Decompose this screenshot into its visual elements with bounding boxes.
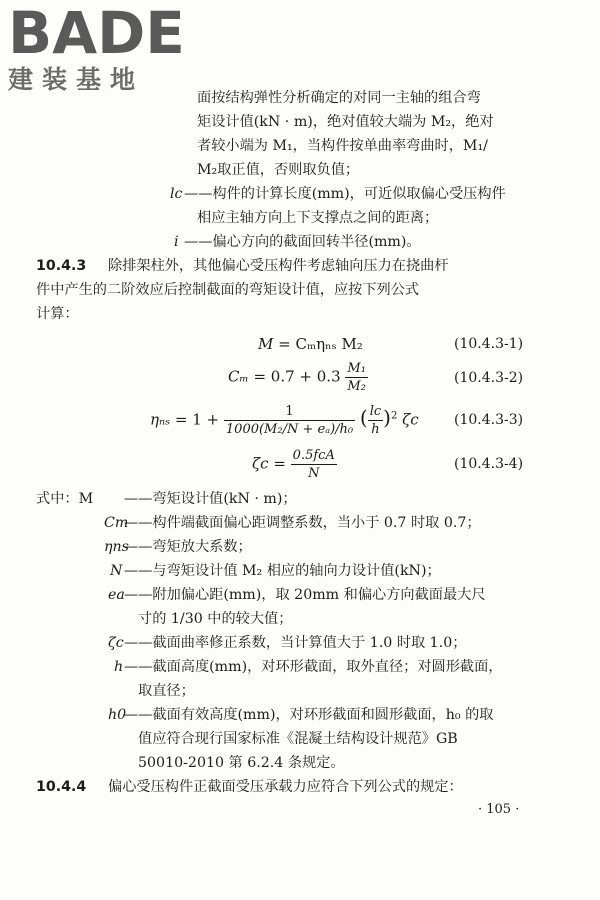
eq2-numerator: M₁	[347, 361, 366, 376]
eq3-tail: ζc	[402, 410, 419, 429]
page-number: · 105 ·	[478, 802, 520, 817]
eq4-fraction	[291, 447, 337, 482]
i-line: ——偏心方向的截面回转半径(mm)。	[184, 234, 421, 250]
sec1044-line: 偏心受压构件正截面受压承载力应符合下列公式的规定：	[108, 779, 463, 795]
eq2-number: (10.4.3-2)	[454, 370, 524, 386]
def-h0-line-1: ——截面有效高度(mm)，对环形截面和圆形截面，h₀ 的取	[124, 707, 494, 723]
eq4-denominator: N	[308, 466, 320, 481]
sec1043-line-3: 计算：	[36, 306, 79, 322]
eq3-lhs: ηₙₛ	[150, 410, 171, 429]
eq2-fraction	[345, 360, 368, 395]
eq3-number: (10.4.3-3)	[454, 412, 524, 428]
eq3-exponent: 2	[390, 410, 398, 422]
section-10-4-3-number: 10.4.3	[36, 258, 87, 274]
sec1043-line-2: 件中产生的二阶效应后控制截面的弯矩设计值，应按下列公式	[36, 282, 420, 298]
def-h0-line-2: 值应符合现行国家标准《混凝土结构设计规范》GB	[138, 731, 458, 747]
eq4-numerator: 0.5fcA	[292, 448, 335, 463]
eq4-lhs: ζc	[252, 454, 269, 473]
cont-line-1: 面按结构弹性分析确定的对同一主轴的组合弯	[197, 90, 481, 106]
def-h0-line-3: 50010-2010 第 6.2.4 条规定。	[138, 755, 345, 771]
eq2-denominator: M₂	[347, 379, 366, 394]
equation-4	[252, 447, 337, 482]
eq4-rhs: =	[273, 454, 286, 473]
equation-1	[258, 335, 363, 353]
eq3-paren-numerator: lc	[369, 404, 382, 419]
eq3-fraction	[224, 403, 355, 438]
eq3-paren-fraction	[368, 403, 383, 438]
eq4-number: (10.4.3-4)	[454, 456, 524, 472]
section-10-4-4-number: 10.4.4	[36, 779, 87, 795]
def-ea-line-2: 寸的 1/30 中的较大值；	[138, 611, 293, 627]
def-N-line-1: ——与弯矩设计值 M₂ 相应的轴向力设计值(kN)；	[124, 563, 441, 579]
eq3-rhs: = 1 +	[174, 410, 220, 429]
logo-chinese: 建装基地	[8, 65, 145, 94]
def-h-symbol: h	[114, 659, 124, 675]
def-h0-symbol: h0	[108, 707, 127, 723]
eq1-number: (10.4.3-1)	[454, 336, 524, 352]
i-symbol: i	[174, 234, 179, 250]
def-ηns-symbol: ηns	[104, 539, 129, 555]
equation-3: ηₙₛ = 1 + $\frac{1}{\text{1000(M₂/N + eₐ)/h₀}}$ ( $\frac{lc}{h}$ )$^2$ ζc	[150, 404, 419, 437]
def-M-symbol: 式中：M	[36, 491, 94, 507]
logo-wordmark: BADE	[8, 0, 185, 67]
eq1-rhs: = Cₘηₙₛ M₂	[278, 335, 363, 353]
def-Cm-symbol: Cm	[104, 515, 129, 531]
def-Cm-line-1: ——构件端截面偏心距调整系数，当小于 0.7 时取 0.7；	[124, 515, 481, 531]
def-ηns-line-1: ——弯矩放大系数；	[124, 539, 252, 555]
eq2-lhs: Cₘ	[228, 367, 249, 386]
eq3-paren-denominator: h	[371, 422, 380, 437]
def-N-symbol: N	[110, 563, 123, 579]
def-h-line-1: ——截面高度(mm)，对环形截面，取外直径；对圆形截面，	[124, 659, 503, 675]
bade-logo	[8, 0, 185, 96]
lc-line-1: ——构件的计算长度(mm)，可近似取偏心受压构件	[184, 186, 506, 202]
def-ζc-symbol: ζc	[108, 635, 124, 651]
eq2-rhs: = 0.7 + 0.3	[253, 367, 341, 386]
def-h-line-2: 取直径；	[138, 683, 195, 699]
def-M-line-1: ——弯矩设计值(kN · m)；	[124, 491, 297, 507]
lc-symbol: lc	[170, 186, 183, 202]
def-ea-line-1: ——附加偏心距(mm)，取 20mm 和偏心方向截面最大尺	[124, 587, 486, 603]
def-ea-symbol: ea	[108, 587, 125, 603]
eq3-denominator: 1000(M₂/N + eₐ)/h₀	[225, 422, 354, 437]
def-ζc-line-1: ——截面曲率修正系数，当计算值大于 1.0 时取 1.0；	[124, 635, 467, 651]
cont-line-2: 矩设计值(kN · m)，绝对值较大端为 M₂，绝对	[197, 114, 494, 130]
cont-line-3: 者较小端为 M₁，当构件按单曲率弯曲时，M₁/	[197, 138, 488, 154]
lc-line-2: 相应主轴方向上下支撑点之间的距离；	[197, 210, 439, 226]
eq3-numerator: 1	[224, 403, 355, 421]
equation-2	[228, 360, 368, 395]
sec1043-line-1: 除排架柱外，其他偏心受压构件考虑轴向压力在挠曲杆	[108, 258, 449, 274]
eq1-lhs: M	[258, 335, 274, 353]
cont-line-4: M₂取正值，否则取负值；	[197, 162, 360, 178]
